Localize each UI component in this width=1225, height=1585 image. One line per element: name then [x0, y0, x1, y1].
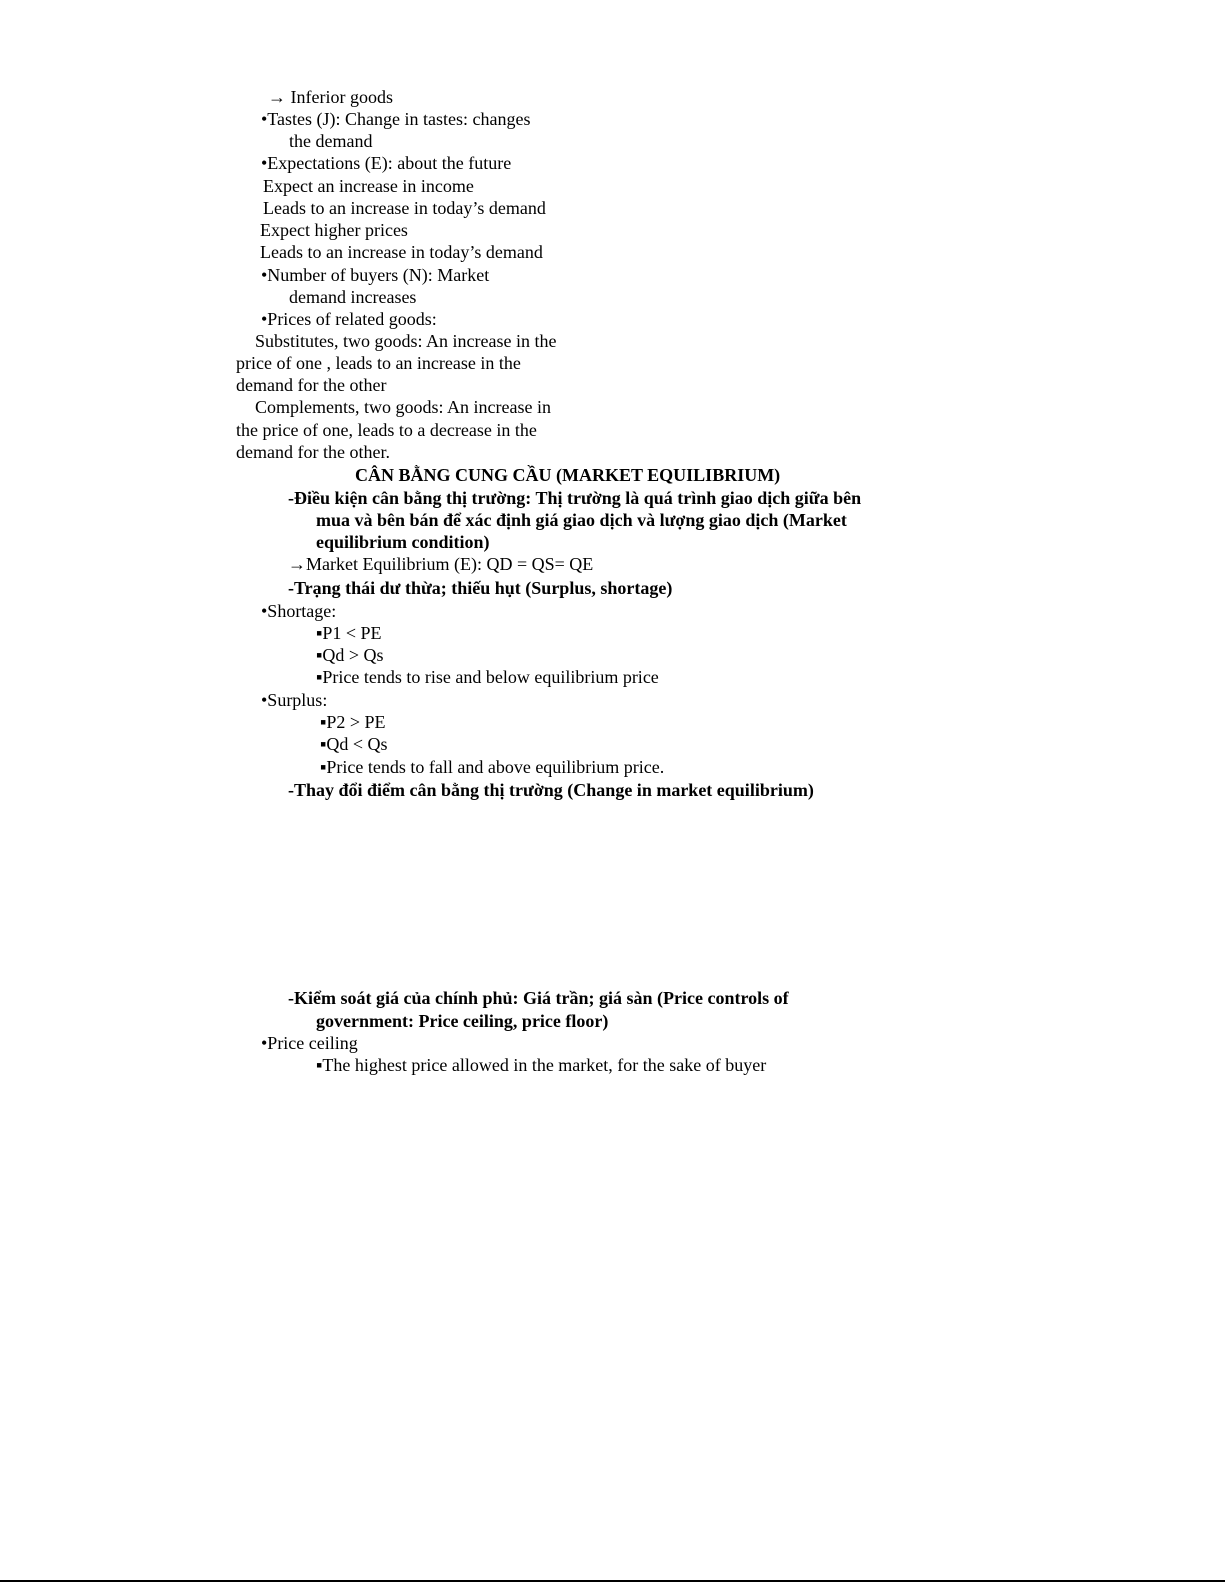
demand-note-line: demand for the other.: [236, 442, 390, 462]
condition-heading-line: -Điều kiện cân bằng thị trường: Thị trường là quá trình giao dịch giữa bên: [288, 488, 862, 508]
demand-note-line: •Prices of related goods:: [261, 309, 437, 329]
price-controls-heading-line: -Kiểm soát giá của chính phủ: Giá trần; giá sàn (Price controls of: [288, 988, 789, 1008]
surplus-item: ▪Qd < Qs: [320, 734, 388, 754]
demand-note-line: price of one , leads to an increase in the: [236, 353, 521, 373]
demand-note-line: the demand: [289, 131, 373, 151]
demand-note-line: Leads to an increase in today’s demand: [263, 198, 546, 218]
demand-note-line: → Inferior goods: [268, 87, 393, 107]
surplus-item: ▪Price tends to fall and above equilibrium price.: [320, 757, 665, 777]
demand-note-line: •Number of buyers (N): Market: [261, 265, 490, 285]
demand-note-line: the price of one, leads to a decrease in the: [236, 420, 537, 440]
shortage-item: ▪Price tends to rise and below equilibrium price: [316, 667, 659, 687]
demand-note-line: Expect higher prices: [260, 220, 408, 240]
page-bottom-border: [0, 1580, 1225, 1582]
shortage-item: ▪Qd > Qs: [316, 645, 384, 665]
demand-note-line: •Tastes (J): Change in tastes: changes: [261, 109, 531, 129]
section-title: CÂN BẰNG CUNG CẦU (MARKET EQUILIBRIUM): [355, 465, 781, 485]
demand-note-line: Expect an increase in income: [263, 176, 474, 196]
shortage-label: •Shortage:: [261, 601, 337, 621]
price-ceiling-label: •Price ceiling: [261, 1033, 358, 1053]
demand-note-line: Leads to an increase in today’s demand: [260, 242, 543, 262]
price-controls-heading-line: government: Price ceiling, price floor): [316, 1011, 609, 1031]
demand-note-line: demand increases: [289, 287, 417, 307]
condition-heading-line: mua và bên bán để xác định giá giao dịch và lượng giao dịch (Market: [316, 510, 847, 530]
change-equilibrium-heading: -Thay đổi điểm cân bằng thị trường (Change in market equilibrium): [288, 780, 814, 800]
surplus-item: ▪P2 > PE: [320, 712, 386, 732]
surplus-shortage-heading: -Trạng thái dư thừa; thiếu hụt (Surplus, shortage): [288, 578, 673, 598]
shortage-item: ▪P1 < PE: [316, 623, 382, 643]
demand-note-line: Substitutes, two goods: An increase in the: [255, 331, 557, 351]
equilibrium-equation: →Market Equilibrium (E): QD = QS= QE: [288, 554, 594, 574]
demand-note-line: •Expectations (E): about the future: [261, 153, 512, 173]
demand-note-line: Complements, two goods: An increase in: [255, 397, 551, 417]
price-ceiling-item: ▪The highest price allowed in the market, for the sake of buyer: [316, 1055, 767, 1075]
demand-note-line: demand for the other: [236, 375, 387, 395]
surplus-label: •Surplus:: [261, 690, 328, 710]
condition-heading-line: equilibrium condition): [316, 532, 490, 552]
